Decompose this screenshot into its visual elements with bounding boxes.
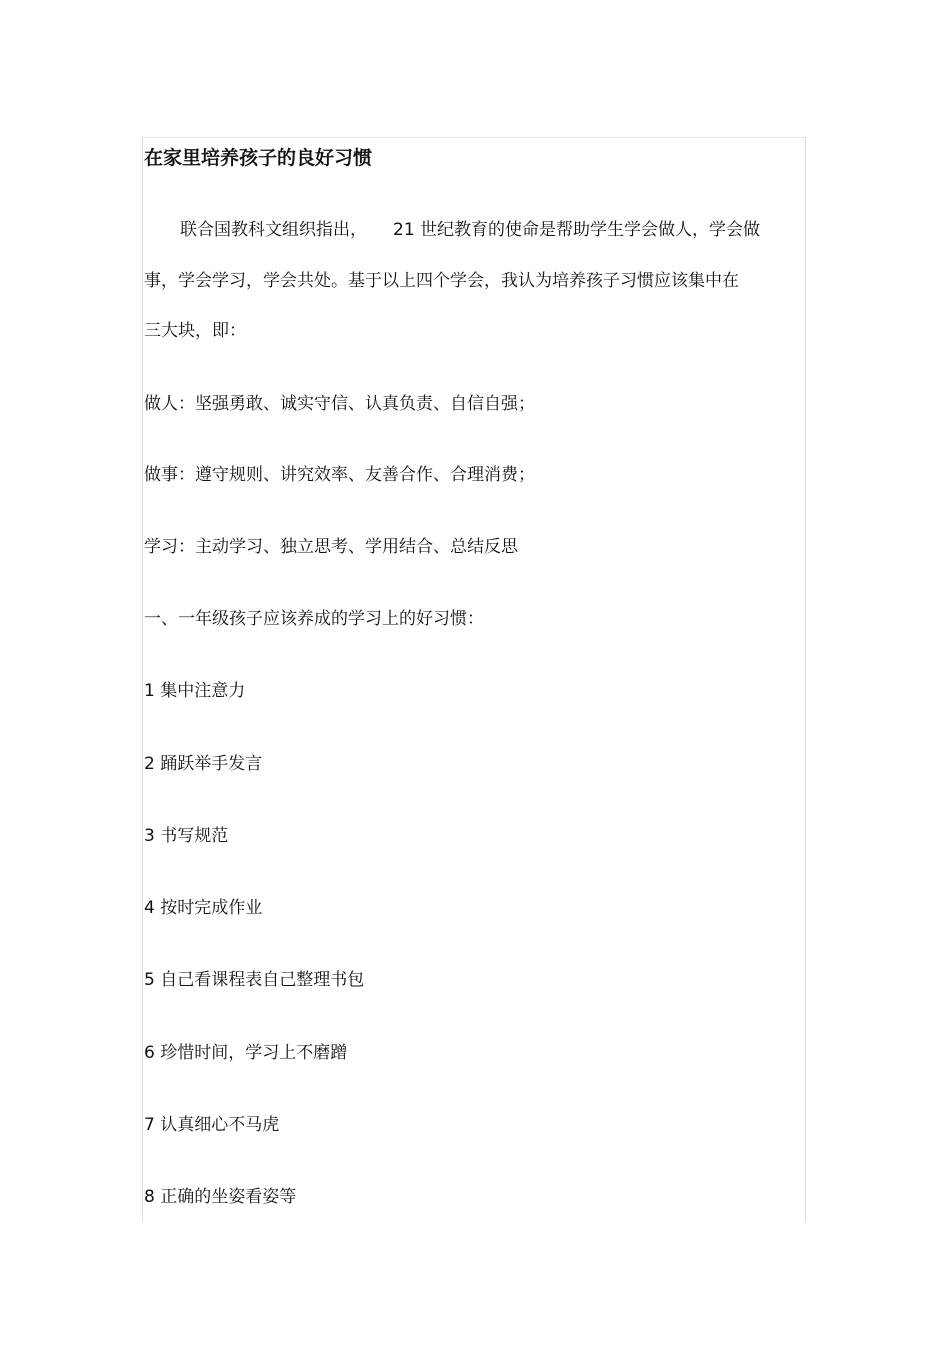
category-conduct: 做人：坚强勇敢、诚实守信、认真负责、自信自强； — [144, 394, 535, 414]
habit-item: 5 自己看课程表自己整理书包 — [144, 970, 365, 990]
category-study: 学习：主动学习、独立思考、学用结合、总结反思 — [144, 537, 518, 557]
intro-line-2: 事，学会学习，学会共处。基于以上四个学会，我认为培养孩子习惯应该集中在 — [144, 271, 739, 291]
section-heading: 一、一年级孩子应该养成的学习上的好习惯： — [144, 609, 484, 629]
habit-item: 6 珍惜时间，学习上不磨蹭 — [144, 1043, 348, 1063]
intro-line-3: 三大块，即： — [144, 321, 246, 341]
intro-line-1-b: 21 世纪教育的使命是帮助学生学会做人，学会做 — [393, 220, 761, 240]
habit-item: 1 集中注意力 — [144, 681, 246, 701]
category-work: 做事：遵守规则、讲究效率、友善合作、合理消费； — [144, 465, 535, 485]
habit-item: 8 正确的坐姿看姿等 — [144, 1187, 297, 1207]
intro-line-1-a: 联合国教科文组织指出， — [180, 220, 367, 240]
habit-item: 3 书写规范 — [144, 826, 229, 846]
habit-item: 2 踊跃举手发言 — [144, 754, 263, 774]
habit-item: 4 按时完成作业 — [144, 898, 263, 918]
habit-item: 7 认真细心不马虎 — [144, 1115, 280, 1135]
intro-line-1 — [144, 218, 760, 242]
document-title: 在家里培养孩子的良好习惯 — [144, 147, 373, 169]
